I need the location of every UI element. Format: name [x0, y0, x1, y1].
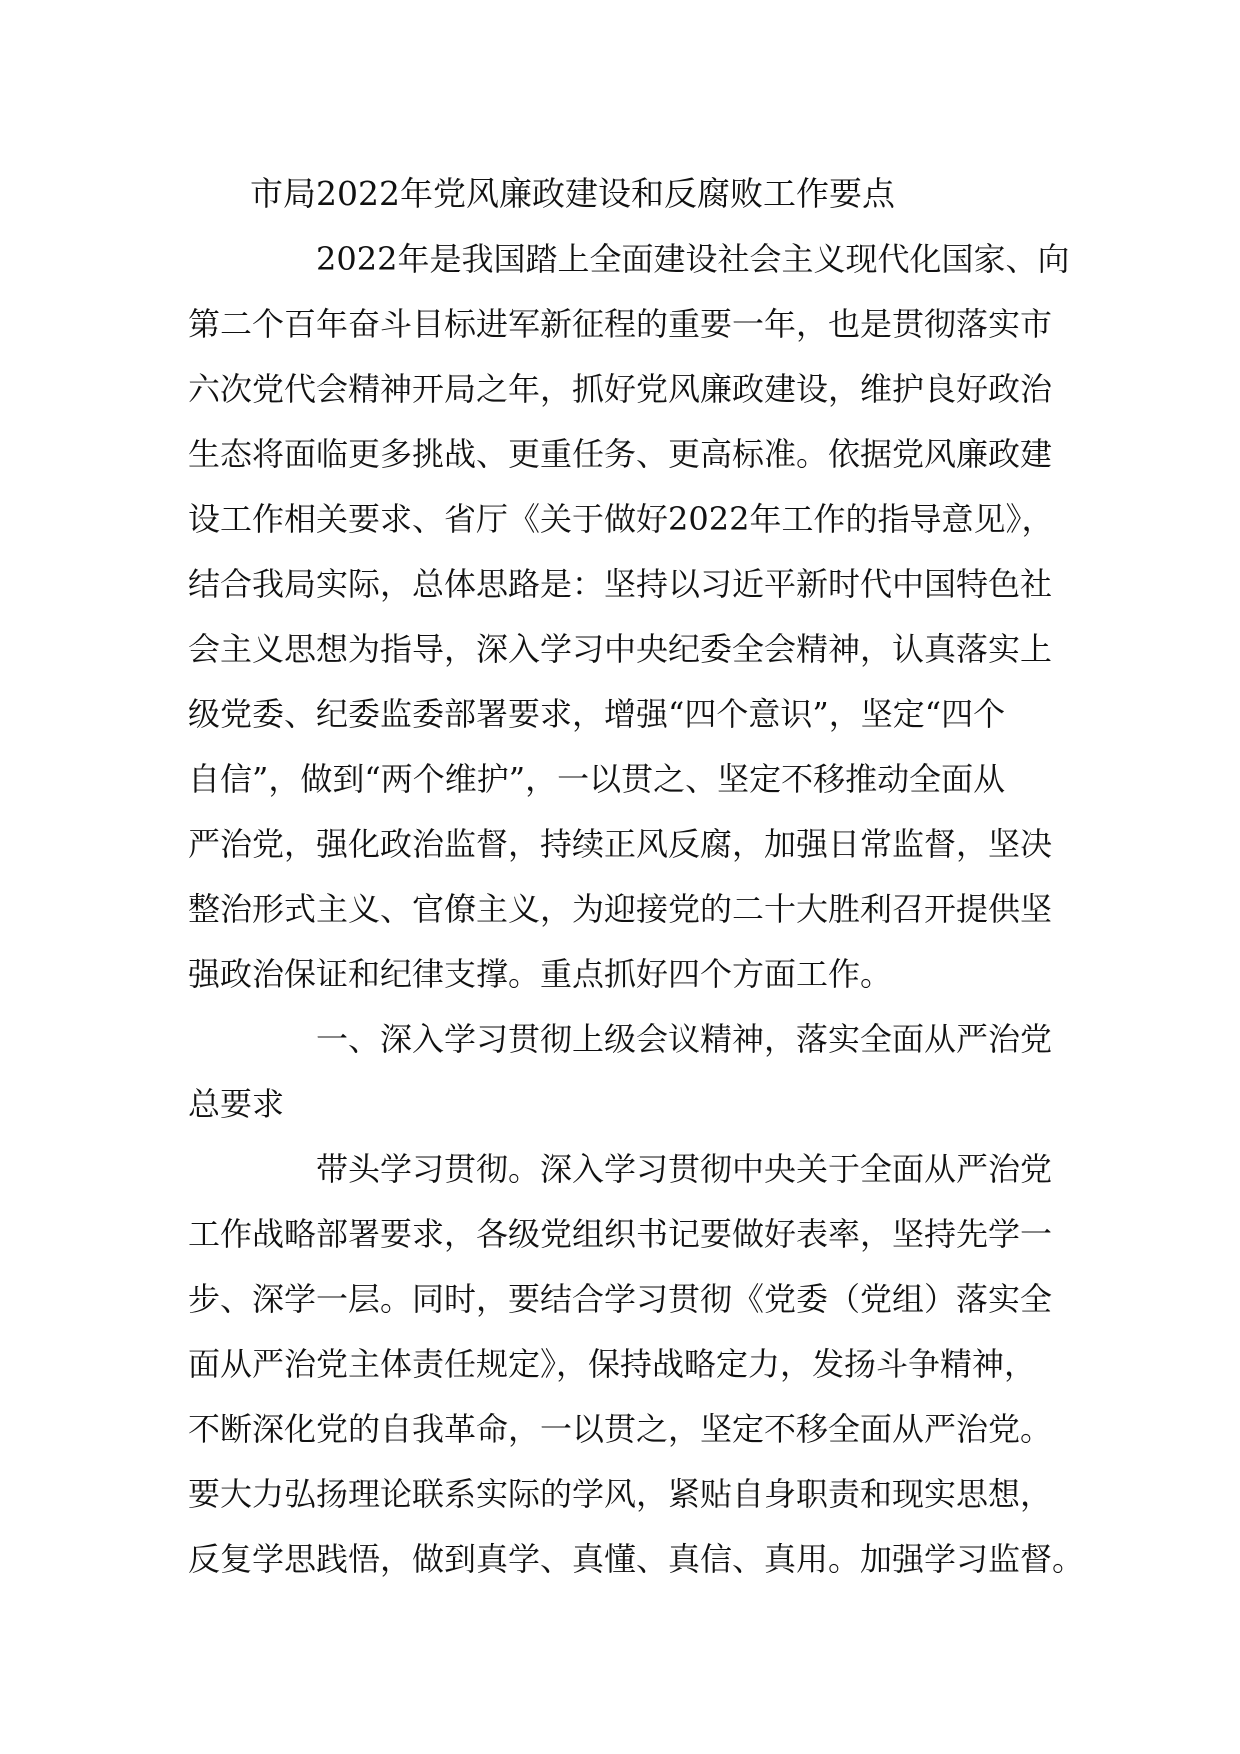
paragraph-line: 会主义思想为指导，深入学习中央纪委全会精神，认真落实上	[188, 630, 1053, 668]
paragraph-line: 面从严治党主体责任规定》，保持战略定力，发扬斗争精神，	[188, 1345, 1037, 1383]
section-heading-line: 一、深入学习贯彻上级会议精神，落实全面从严治党	[316, 1020, 1053, 1058]
document-title: 市局2022年党风廉政建设和反腐败工作要点	[250, 174, 895, 213]
paragraph-line: 要大力弘扬理论联系实际的学风，紧贴自身职责和现实思想，	[188, 1475, 1053, 1513]
paragraph-line: 强政治保证和纪律支撑。重点抓好四个方面工作。	[188, 955, 893, 993]
paragraph-line: 六次党代会精神开局之年，抓好党风廉政建设，维护良好政治	[188, 370, 1053, 408]
paragraph-line: 级党委、纪委监委部署要求，增强“四个意识”，坚定“四个	[188, 695, 1006, 733]
paragraph-line: 结合我局实际，总体思路是：坚持以习近平新时代中国特色社	[188, 565, 1053, 603]
section-heading-line: 总要求	[188, 1085, 285, 1123]
paragraph-line: 带头学习贯彻。深入学习贯彻中央关于全面从严治党	[316, 1150, 1053, 1188]
paragraph-line: 第二个百年奋斗目标进军新征程的重要一年，也是贯彻落实市	[188, 305, 1053, 343]
paragraph-line: 步、深学一层。同时，要结合学习贯彻《党委（党组）落实全	[188, 1280, 1053, 1318]
paragraph-line: 严治党，强化政治监督，持续正风反腐，加强日常监督，坚决	[188, 825, 1053, 863]
paragraph-line: 不断深化党的自我革命，一以贯之，坚定不移全面从严治党。	[188, 1410, 1053, 1448]
paragraph-line: 工作战略部署要求，各级党组织书记要做好表率，坚持先学一	[188, 1215, 1053, 1253]
paragraph-line: 自信”，做到“两个维护”，一以贯之、坚定不移推动全面从	[188, 760, 1006, 798]
paragraph-line: 生态将面临更多挑战、更重任务、更高标准。依据党风廉政建	[188, 435, 1053, 473]
paragraph-line: 反复学思践悟，做到真学、真懂、真信、真用。加强学习监督。	[188, 1540, 1085, 1578]
paragraph-line: 2022年是我国踏上全面建设社会主义现代化国家、向	[316, 240, 1070, 278]
paragraph-line: 整治形式主义、官僚主义，为迎接党的二十大胜利召开提供坚	[188, 890, 1053, 928]
paragraph-line: 设工作相关要求、省厅《关于做好2022年工作的指导意见》，	[188, 500, 1054, 538]
